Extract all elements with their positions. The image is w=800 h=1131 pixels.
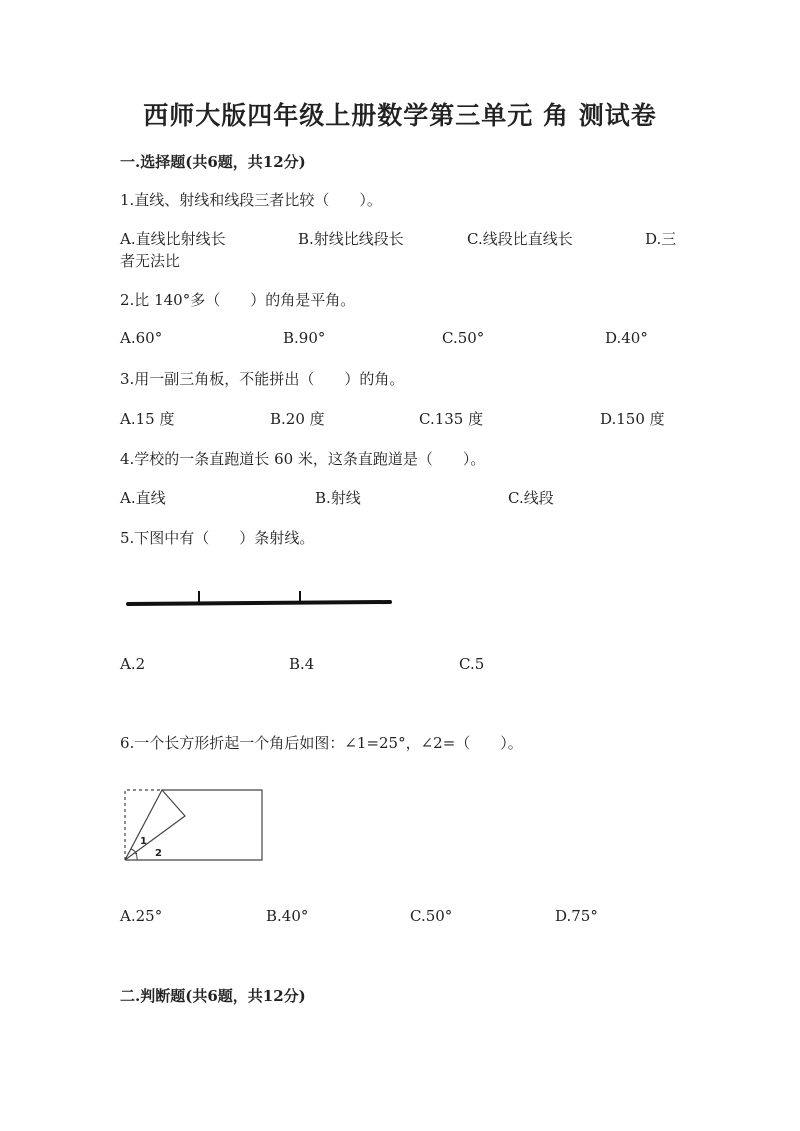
option-a: A.15 度 — [120, 410, 175, 428]
question-1: 1.直线、射线和线段三者比较（ ）。 — [120, 191, 382, 209]
option-c: C.5 — [459, 655, 485, 673]
question-5-options — [120, 655, 690, 679]
page-title: 西师大版四年级上册数学第三单元 角 测试卷 — [143, 101, 657, 130]
option-c: C.135 度 — [419, 410, 484, 428]
option-b: B.射线比线段长 — [298, 230, 404, 248]
option-d: D.三 — [645, 230, 677, 248]
ray-line-figure — [120, 585, 400, 615]
question-6: 6.一个长方形折起一个角后如图：∠1=25°，∠2=（ ）。 — [120, 734, 523, 752]
option-a: A.直线比射线长 — [120, 230, 226, 248]
option-a: A.直线 — [120, 489, 166, 507]
angle-2-label: 2 — [155, 848, 162, 859]
option-c: C.50° — [442, 329, 485, 347]
question-2-options — [120, 329, 690, 353]
question-2: 2.比 140°多（ ）的角是平角。 — [120, 291, 356, 309]
option-b: B.射线 — [315, 489, 361, 507]
option-d: D.75° — [555, 907, 598, 925]
option-b: B.20 度 — [270, 410, 325, 428]
option-b: B.4 — [289, 655, 315, 673]
option-b: B.40° — [266, 907, 309, 925]
option-a: A.25° — [120, 907, 163, 925]
question-5: 5.下图中有（ ）条射线。 — [120, 529, 315, 547]
angle-1-label: 1 — [140, 836, 147, 847]
option-c: C.50° — [410, 907, 453, 925]
section-heading-true-false: 二.判断题(共6题，共12分) — [120, 987, 306, 1005]
option-a: A.60° — [120, 329, 163, 347]
option-d-continued: 者无法比 — [120, 252, 181, 270]
section-heading-choice: 一.选择题(共6题，共12分) — [120, 153, 306, 171]
folded-rectangle-figure — [118, 783, 268, 867]
question-4-options — [120, 487, 690, 511]
option-b: B.90° — [283, 329, 326, 347]
option-d: D.40° — [605, 329, 648, 347]
option-a: A.2 — [120, 655, 146, 673]
question-3: 3.用一副三角板，不能拼出（ ）的角。 — [120, 370, 405, 388]
option-c: C.线段 — [508, 489, 554, 507]
option-c: C.线段比直线长 — [467, 230, 573, 248]
question-4: 4.学校的一条直跑道长 60 米，这条直跑道是（ ）。 — [120, 450, 486, 468]
option-d: D.150 度 — [600, 410, 665, 428]
question-3-options — [120, 408, 690, 432]
question-6-options — [120, 907, 690, 931]
